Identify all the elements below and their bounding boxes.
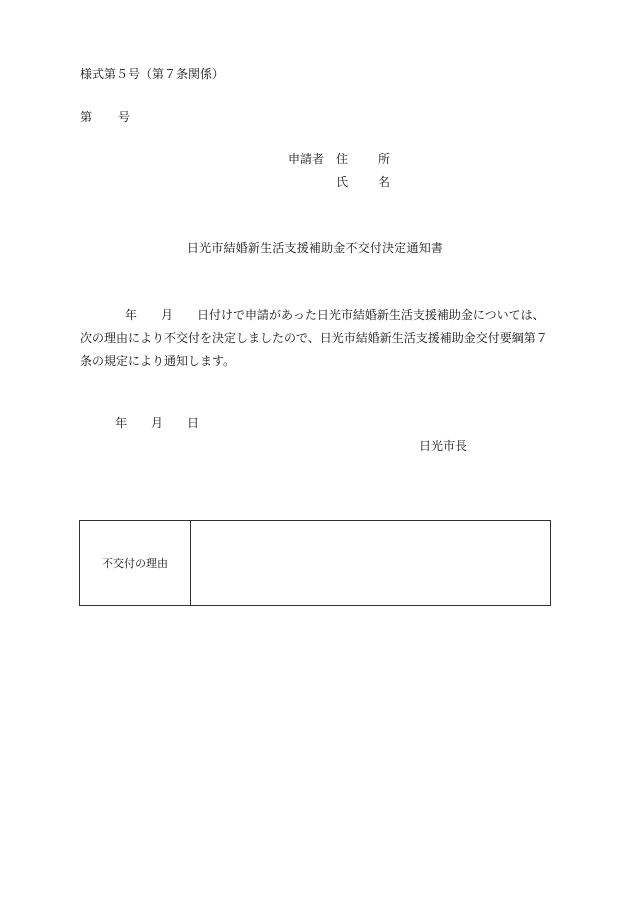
doc-number-prefix: 第 xyxy=(80,110,93,124)
doc-number-suffix: 号 xyxy=(118,110,131,124)
reason-label: 不交付の理由 xyxy=(80,521,191,605)
document-title: 日光市結婚新生活支援補助金不交付決定通知書 xyxy=(186,241,444,255)
name-label-a: 氏 xyxy=(336,175,349,189)
name-label-b: 名 xyxy=(378,175,391,189)
issuer-name: 日光市長 xyxy=(419,439,468,453)
address-label-b: 所 xyxy=(378,152,391,166)
issue-date xyxy=(115,417,199,429)
document-number xyxy=(80,111,130,123)
date-month-label: 月 xyxy=(151,416,164,430)
body-year-label: 年 xyxy=(125,308,138,322)
applicant-role-label: 申請者 xyxy=(288,152,325,166)
reason-value-cell[interactable] xyxy=(191,521,550,605)
body-text: 日付けで申請があった日光市結婚新生活支援補助金については、次の理由により不交付を決定しましたので、日光市結婚新生活支援補助金交付要綱第７条の規定により通知します。 xyxy=(80,308,548,368)
body-month-label: 月 xyxy=(161,308,174,322)
date-year-label: 年 xyxy=(115,416,128,430)
notice-body xyxy=(80,304,552,373)
address-label-a: 住 xyxy=(336,152,349,166)
reason-table xyxy=(79,520,551,606)
applicant-address-row xyxy=(288,153,390,165)
applicant-name-row xyxy=(336,176,390,188)
date-day-label: 日 xyxy=(187,416,200,430)
form-id: 様式第５号（第７条関係） xyxy=(80,67,225,81)
